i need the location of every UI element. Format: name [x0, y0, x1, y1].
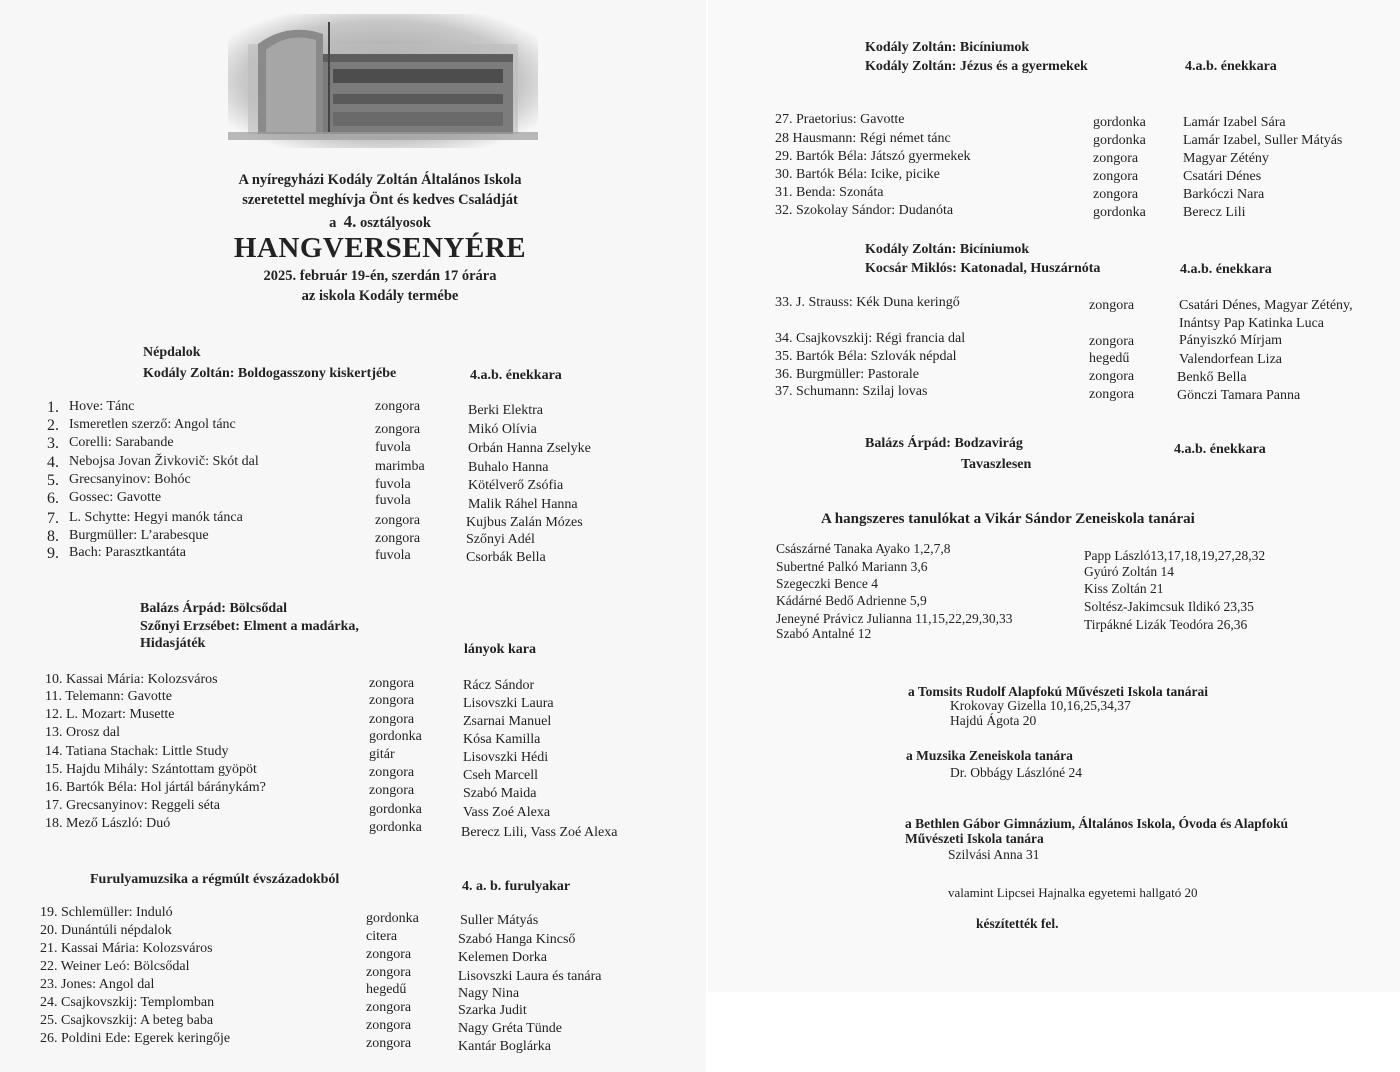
section-bicinia-2-line-2: Kocsár Miklós: Katonadal, Huszárnóta [865, 261, 1101, 276]
piece-title: 19. Schlemüller: Induló [40, 905, 173, 920]
performer: Kujbus Zalán Mózes [466, 515, 583, 530]
performer: Szőnyi Adél [466, 532, 535, 547]
teacher-item: Jeneyné Právicz Julianna 11,15,22,29,30,33 [776, 611, 1013, 626]
piece-title: Corelli: Sarabande [69, 435, 174, 450]
instrument: fuvola [375, 440, 411, 455]
piece-title: 31. Benda: Szonáta [775, 185, 884, 200]
piece-title: 30. Bartók Béla: Icike, picike [775, 167, 940, 182]
piece-title: 22. Weiner Leó: Bölcsődal [40, 959, 190, 974]
teacher-item: Császárné Tanaka Ayako 1,2,7,8 [776, 541, 951, 556]
instrument: marimba [375, 459, 425, 474]
teacher-item: Szegeczki Bence 4 [776, 576, 878, 591]
performer: Lisovszki Laura [463, 696, 554, 711]
section-folk-songs-piece: Kodály Zoltán: Boldogasszony kiskertjébe [143, 366, 397, 381]
instrument: gordonka [1093, 205, 1146, 220]
item-number: 7. [47, 510, 59, 527]
piece-title: 17. Grecsanyinov: Reggeli séta [45, 798, 220, 813]
concert-date: 2025. február 19-én, szerdán 17 órára [263, 268, 497, 284]
instrument: zongora [1089, 334, 1135, 349]
bethlen-heading-1: a Bethlen Gábor Gimnázium, Általános Iskola, Óvoda és Alapfokú [905, 816, 1289, 831]
piece-title: 16. Bartók Béla: Hol jártál báránykám? [45, 780, 266, 795]
performer: Barkóczi Nara [1183, 187, 1265, 202]
teacher-item: Soltész-Jakimcsuk Ildikó 23,35 [1084, 599, 1254, 614]
instrument: zongora [366, 1000, 412, 1015]
invitation-line-1: A nyíregyházi Kodály Zoltán Általános Iskola [238, 172, 522, 188]
section-girls-choir-line-3: Hidasjáték [140, 636, 206, 651]
section-bicinia-2-ensemble: 4.a.b. énekkara [1180, 262, 1272, 277]
piece-title: Ismeretlen szerző: Angol tánc [69, 417, 236, 432]
piece-title: 28 Hausmann: Régi német tánc [775, 131, 951, 146]
piece-title: 15. Hajdu Mihály: Szántottam gyöpöt [45, 762, 257, 777]
item-number: 5. [47, 472, 59, 489]
muzsika-heading: a Muzsika Zeneiskola tanára [906, 748, 1073, 763]
piece-title: 21. Kassai Mária: Kolozsváros [40, 941, 213, 956]
piece-title: 32. Szokolay Sándor: Dudanóta [775, 203, 954, 218]
piece-title: L. Schytte: Hegyi manók tánca [69, 510, 243, 525]
piece-title: Nebojsa Jovan Živkovič: Skót dal [69, 454, 259, 469]
item-number: 9. [47, 545, 59, 562]
section-bicinia-1-line-1: Kodály Zoltán: Bicíniumok [865, 40, 1030, 55]
piece-title: 35. Bartók Béla: Szlovák népdal [775, 349, 957, 364]
piece-title: Hove: Tánc [69, 399, 135, 414]
performer: Nagy Gréta Tünde [458, 1021, 562, 1036]
line3-prefix: a [329, 215, 337, 231]
item-number: 3. [47, 435, 59, 452]
concert-title: HANGVERSENYÉRE [233, 232, 527, 264]
performer: Szarka Judit [458, 1003, 527, 1018]
section-spring-line-1: Balázs Árpád: Bodzavirág [865, 436, 1023, 451]
instrument: hegedű [366, 982, 407, 997]
teacher-item: Kiss Zoltán 21 [1084, 581, 1164, 596]
instrument: zongora [1089, 369, 1135, 384]
piece-title: 29. Bartók Béla: Játszó gyermekek [775, 149, 971, 164]
instrument: zongora [369, 783, 415, 798]
instrument: zongora [369, 693, 415, 708]
piece-title: 37. Schumann: Szilaj lovas [775, 384, 928, 399]
piece-title: Gossec: Gavotte [69, 490, 162, 505]
also-note: valamint Lipcsei Hajnalka egyetemi hallgató 20 [948, 885, 1198, 900]
piece-title: 18. Mező László: Duó [45, 816, 171, 831]
instrument: gordonka [369, 729, 422, 744]
piece-title: 27. Praetorius: Gavotte [775, 112, 905, 127]
performer: Inántsy Pap Katinka Luca [1179, 316, 1325, 331]
section-recorder-ensemble: 4. a. b. furulyakar [462, 879, 571, 894]
section-spring-ensemble: 4.a.b. énekkara [1174, 442, 1266, 457]
performer: Suller Mátyás [460, 913, 539, 928]
item-number: 1. [47, 399, 59, 416]
teacher-item: Kádárné Bedő Adrienne 5,9 [776, 593, 927, 608]
piece-title: 20. Dunántúli népdalok [40, 923, 172, 938]
performer: Cseh Marcell [463, 768, 539, 783]
right-page [708, 0, 1400, 992]
section-folk-songs-ensemble: 4.a.b. énekkara [470, 368, 562, 383]
performer: Kelemen Dorka [458, 950, 548, 965]
performer: Nagy Nina [458, 986, 520, 1001]
performer: Orbán Hanna Zselyke [468, 441, 591, 456]
instrument: zongora [375, 513, 421, 528]
instrument: gordonka [369, 802, 422, 817]
instrument: zongora [1093, 169, 1139, 184]
teachers-heading: A hangszeres tanulókat a Vikár Sándor Zeneiskola tanárai [821, 511, 1195, 527]
section-girls-choir-ensemble: lányok kara [464, 642, 536, 657]
performer: Lisovszki Hédi [463, 750, 549, 765]
section-girls-choir-line-1: Balázs Árpád: Bölcsődal [140, 601, 288, 616]
piece-title: 12. L. Mozart: Musette [45, 707, 175, 722]
instrument: gitár [369, 747, 395, 762]
performer: Zsarnai Manuel [463, 714, 552, 729]
section-bicinia-1-ensemble: 4.a.b. énekkara [1185, 59, 1277, 74]
piece-title: 24. Csajkovszkij: Templomban [40, 995, 215, 1010]
performer: Kantár Boglárka [458, 1039, 551, 1054]
piece-title: 25. Csajkovszkij: A beteg baba [40, 1013, 214, 1028]
grade-number: 4. [343, 212, 357, 231]
performer: Kötélverő Zsófia [468, 478, 564, 493]
instrument: fuvola [375, 477, 411, 492]
piece-title: 23. Jones: Angol dal [40, 977, 155, 992]
instrument: fuvola [375, 493, 411, 508]
instrument: zongora [1093, 187, 1139, 202]
instrument: zongora [366, 947, 412, 962]
instrument: fuvola [375, 548, 411, 563]
performer: Buhalo Hanna [468, 460, 549, 475]
performer: Berecz Lili, Vass Zoé Alexa [461, 825, 618, 840]
piece-title: Burgmüller: L’arabesque [69, 528, 209, 543]
closing-note: készítették fel. [976, 916, 1059, 931]
performer: Vass Zoé Alexa [463, 805, 551, 820]
performer: Magyar Zétény [1183, 151, 1269, 166]
performer: Lamár Izabel, Suller Mátyás [1183, 133, 1343, 148]
performer: Szabó Maida [463, 786, 537, 801]
instrument: zongora [369, 676, 415, 691]
teacher-item: Gyúró Zoltán 14 [1084, 564, 1174, 579]
instrument: citera [366, 929, 398, 944]
performer: Csatári Dénes, Magyar Zétény, [1179, 298, 1353, 313]
item-number: 2. [47, 417, 59, 434]
line3-suffix: osztályosok [359, 215, 431, 231]
piece-title: 33. J. Strauss: Kék Duna keringő [775, 295, 960, 310]
performer: Berecz Lili [1183, 205, 1246, 220]
teacher-item: Szabó Antalné 12 [776, 626, 872, 641]
performer: Rácz Sándor [463, 678, 535, 693]
performer: Mikó Olívia [468, 422, 537, 437]
section-recorder-heading: Furulyamuzsika a régmúlt évszázadokból [90, 872, 340, 887]
performer: Szabó Hanga Kincső [458, 932, 576, 947]
instrument: hegedű [1089, 351, 1130, 366]
instrument: zongora [375, 399, 421, 414]
performer: Csorbák Bella [466, 550, 546, 565]
piece-title: Grecsanyinov: Bohóc [69, 472, 191, 487]
performer: Lamár Izabel Sára [1183, 115, 1286, 130]
instrument: zongora [1089, 298, 1135, 313]
section-folk-songs-heading: Népdalok [143, 345, 201, 360]
instrument: zongora [375, 422, 421, 437]
invitation-line-2: szeretettel meghívja Önt és kedves Családját [242, 192, 518, 208]
tomsits-heading: a Tomsits Rudolf Alapfokú Művészeti Iskola tanárai [908, 684, 1209, 699]
section-girls-choir-line-2: Szőnyi Erzsébet: Elment a madárka, [140, 619, 359, 634]
performer: Benkő Bella [1177, 370, 1247, 385]
bethlen-heading-2: Művészeti Iskola tanára [905, 831, 1044, 846]
instrument: gordonka [366, 911, 419, 926]
piece-title: 14. Tatiana Stachak: Little Study [45, 744, 229, 759]
item-number: 4. [47, 454, 59, 471]
instrument: zongora [366, 965, 412, 980]
concert-venue: az iskola Kodály termébe [301, 288, 459, 304]
instrument: zongora [1093, 151, 1139, 166]
instrument: zongora [369, 765, 415, 780]
instrument: zongora [366, 1036, 412, 1051]
section-spring-line-2: Tavaszlesen [961, 457, 1032, 472]
instrument: zongora [369, 712, 415, 727]
tomsits-teacher: Hajdú Ágota 20 [950, 713, 1037, 728]
tomsits-teacher: Krokovay Gizella 10,16,25,34,37 [950, 698, 1131, 713]
piece-title: Bach: Parasztkantáta [69, 545, 187, 560]
performer: Malik Ráhel Hanna [468, 497, 578, 512]
performer: Valendorfean Liza [1179, 352, 1282, 367]
performer: Berki Elektra [468, 403, 544, 418]
teacher-item: Tirpákné Lizák Teodóra 26,36 [1084, 617, 1248, 632]
performer: Kósa Kamilla [463, 732, 541, 747]
instrument: gordonka [369, 820, 422, 835]
performer: Csatári Dénes [1183, 169, 1262, 184]
performer: Pányiszkó Mírjam [1179, 333, 1283, 348]
piece-title: 10. Kassai Mária: Kolozsváros [45, 672, 218, 687]
school-building-image [228, 14, 538, 148]
section-bicinia-1-line-2: Kodály Zoltán: Jézus és a gyermekek [865, 59, 1088, 74]
instrument: zongora [1089, 387, 1135, 402]
item-number: 6. [47, 490, 59, 507]
section-bicinia-2-line-1: Kodály Zoltán: Bicíniumok [865, 242, 1030, 257]
instrument: zongora [375, 531, 421, 546]
piece-title: 11. Telemann: Gavotte [45, 689, 172, 704]
bethlen-teacher: Szilvási Anna 31 [948, 847, 1040, 862]
muzsika-teacher: Dr. Obbágy Lászlóné 24 [950, 765, 1082, 780]
teacher-item: Papp László13,17,18,19,27,28,32 [1084, 548, 1266, 563]
teacher-item: Subertné Palkó Mariann 3,6 [776, 559, 928, 574]
piece-title: 26. Poldini Ede: Egerek keringője [40, 1031, 231, 1046]
invitation-line-3 [130, 212, 630, 232]
instrument: gordonka [1093, 115, 1146, 130]
performer: Gönczi Tamara Panna [1177, 388, 1301, 403]
item-number: 8. [47, 528, 59, 545]
piece-title: 36. Burgmüller: Pastorale [775, 367, 919, 382]
piece-title: 13. Orosz dal [45, 725, 121, 740]
piece-title: 34. Csajkovszkij: Régi francia dal [775, 331, 966, 346]
performer: Lisovszki Laura és tanára [458, 969, 602, 984]
instrument: gordonka [1093, 133, 1146, 148]
instrument: zongora [366, 1018, 412, 1033]
